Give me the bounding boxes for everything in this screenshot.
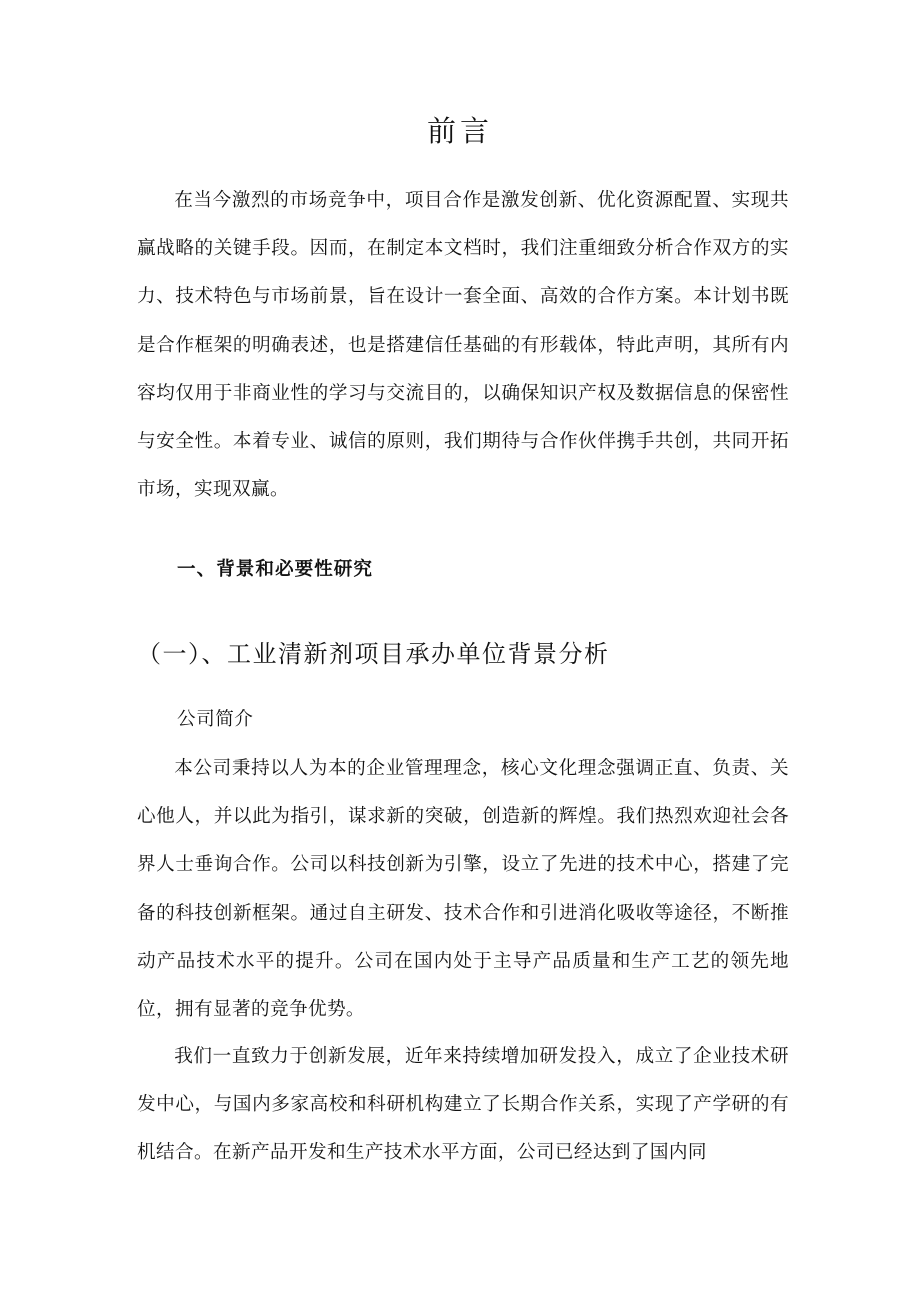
subsection-heading: （一）、工业清新剂项目承办单位背景分析 (137, 640, 610, 668)
page-title: 前言 (426, 114, 493, 148)
intro-paragraph: 在当今激烈的市场竞争中，项目合作是激发创新、优化资源配置、实现共赢战略的关键手段。因而，在制定本文档时，我们注重细致分析合作双方的实力、技术特色与市场前景，旨在设计一套全面、高效的合作方案。本计划书既是合作框架的明确表述，也是搭建信任基础的有形载体，特此声明，其所有内容均仅用于非商业性的学习与交流目的，以确保知识产权及数据信息的保密性与安全性。本着专业、诚信的原则，我们期待与合作伙伴携手共创，共同开拓市场，实现双赢。 (137, 190, 789, 501)
section-heading: 一、背景和必要性研究 (177, 559, 373, 580)
company-paragraph-2: 我们一直致力于创新发展，近年来持续增加研发投入，成立了企业技术研发中心，与国内多家高校和科研机构建立了长期合作关系，实现了产学研的有机结合。在新产品开发和生产技术水平方面，公司已经达到了国内同 (137, 1046, 789, 1164)
company-paragraph-1: 本公司秉持以人为本的企业管理理念，核心文化理念强调正直、负责、关心他人，并以此为指引，谋求新的突破，创造新的辉煌。我们热烈欢迎社会各界人士垂询合作。公司以科技创新为引擎，设立了先进的技术中心，搭建了完备的科技创新框架。通过自主研发、技术合作和引进消化吸收等途径，不断推动产品技术水平的提升。公司在国内处于主导产品质量和生产工艺的领先地位，拥有显著的竞争优势。 (137, 758, 789, 1021)
company-intro-label: 公司简介 (177, 709, 254, 730)
